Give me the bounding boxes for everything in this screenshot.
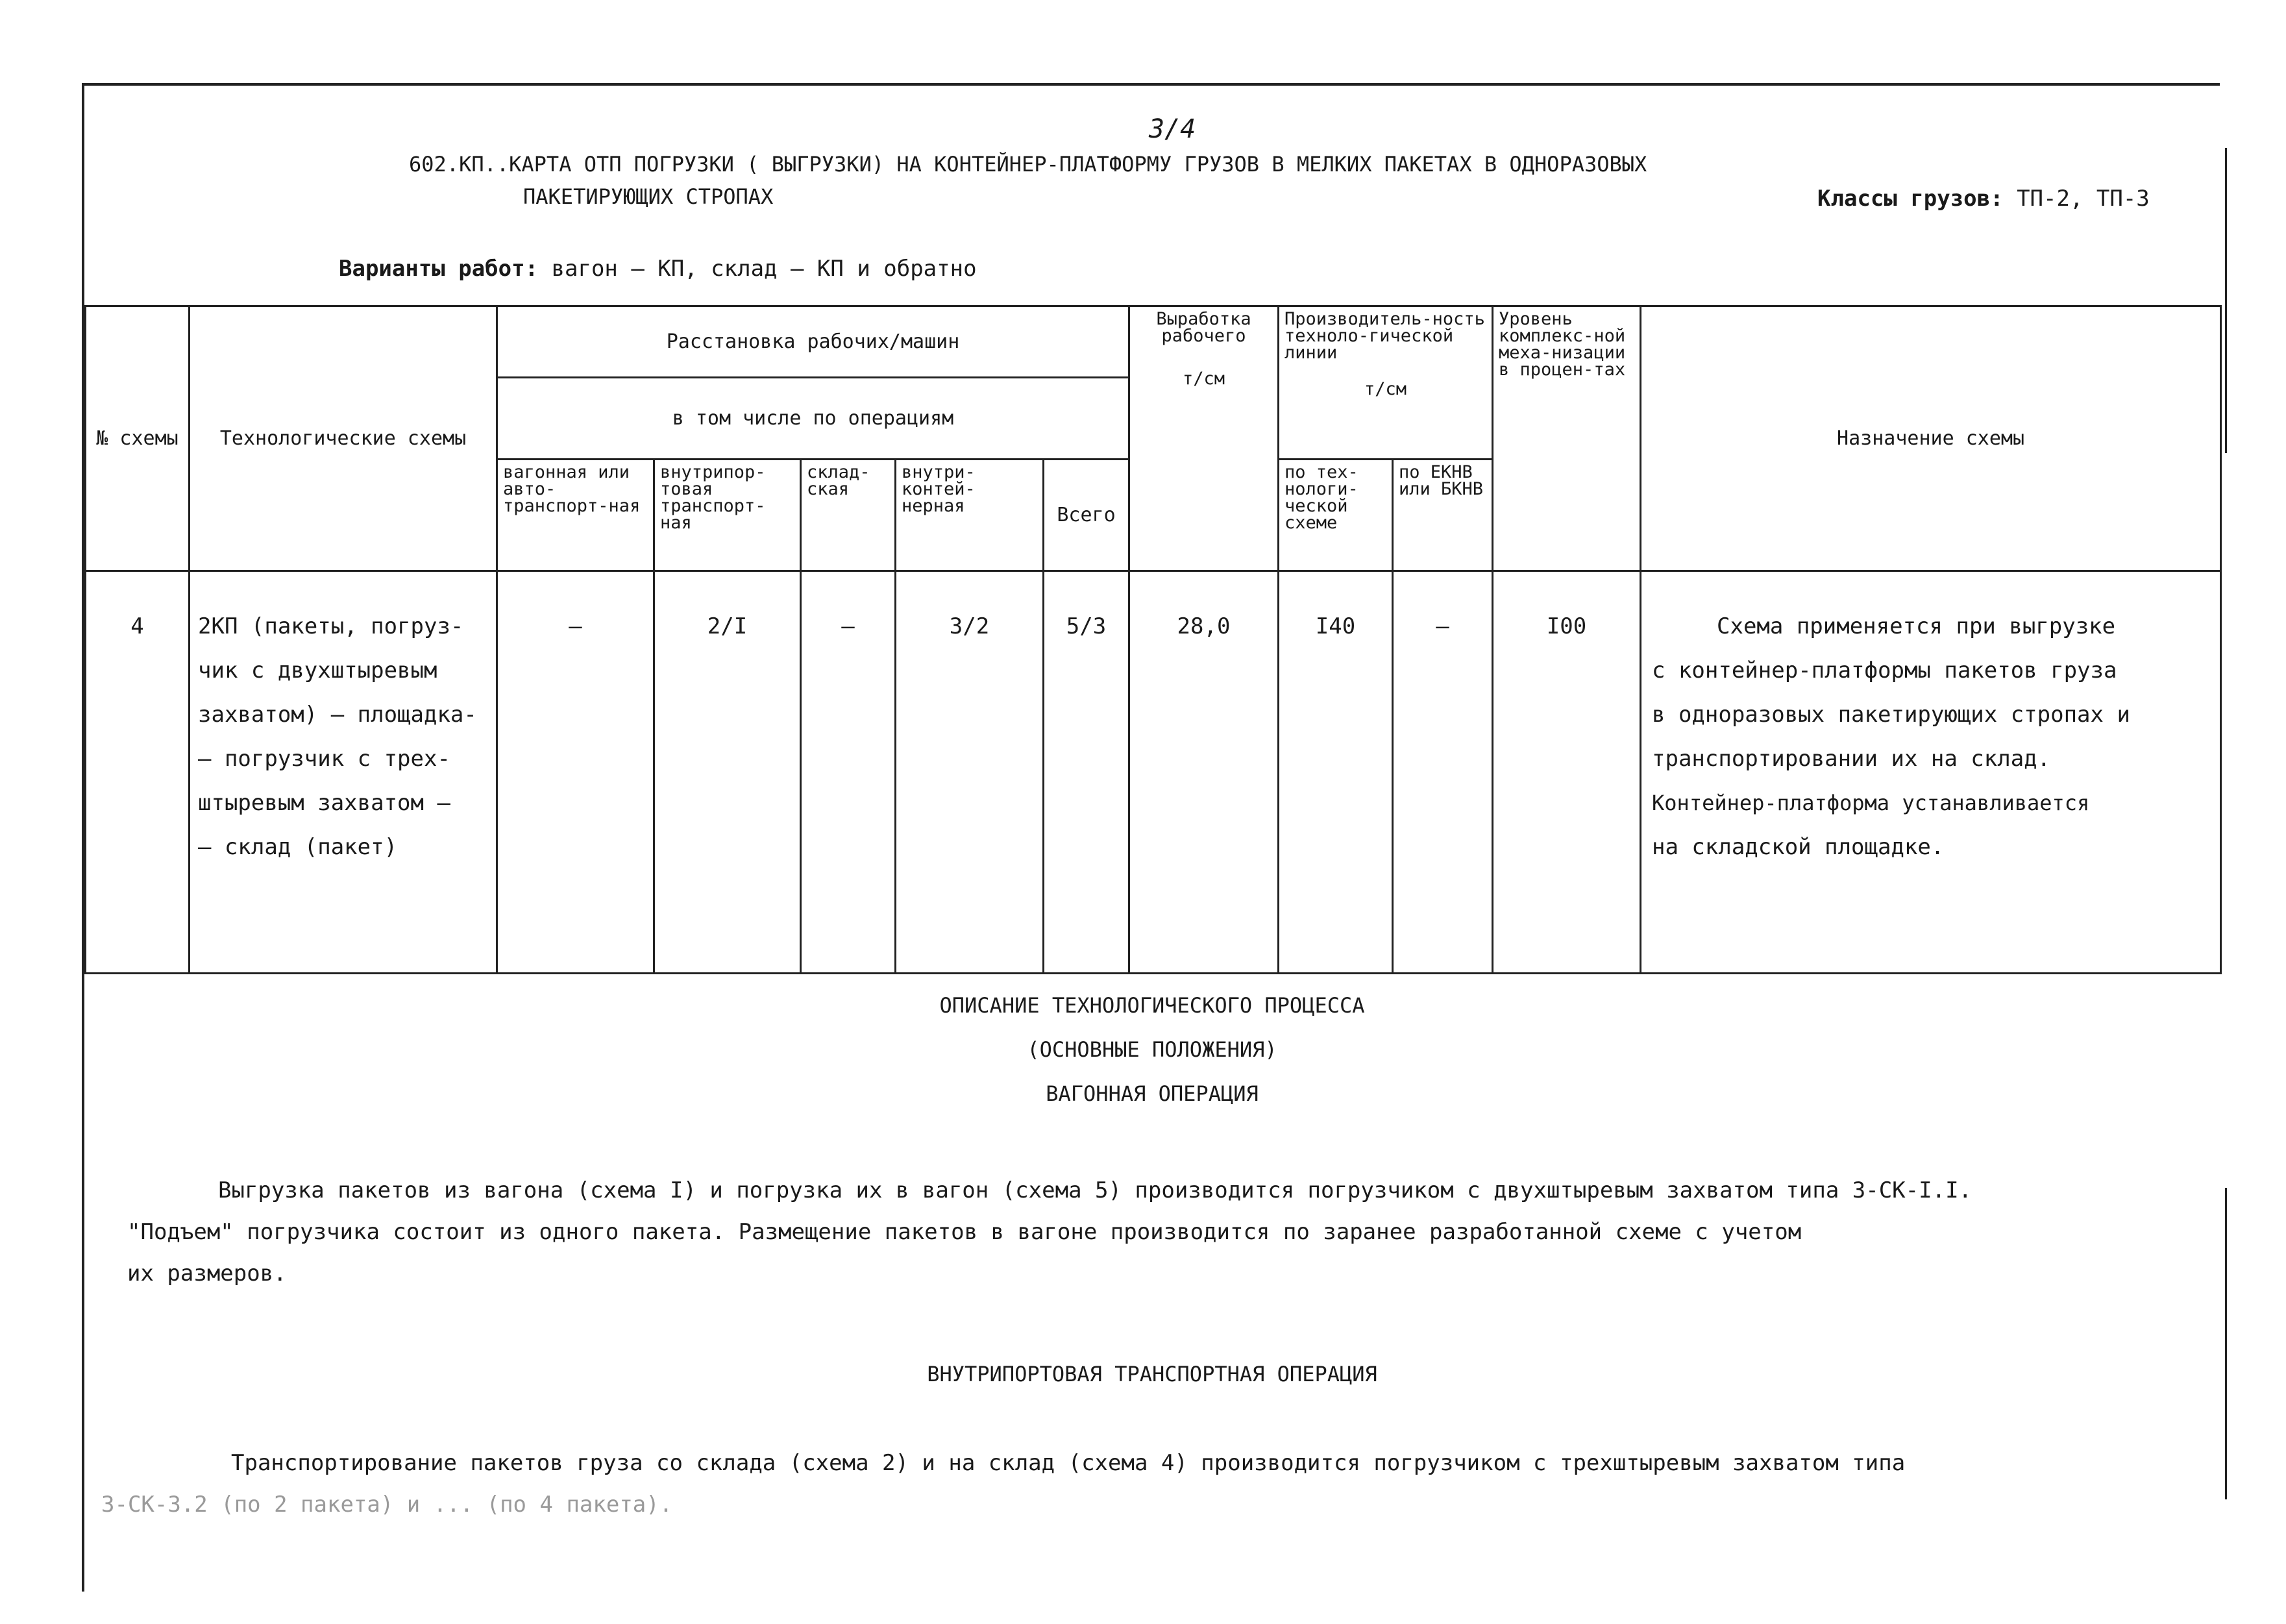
- scheme-line: 2КП (пакеты, погруз-: [198, 613, 464, 639]
- margin-line: [2225, 148, 2227, 453]
- work-variants: [339, 256, 977, 282]
- margin-line: [2225, 1188, 2227, 1499]
- cargo-classes-label: Классы грузов:: [1817, 186, 2004, 212]
- paragraph-line: "Подъем" погрузчика состоит из одного пакета. Размещение пакетов в вагоне производится по заранее разработанной схеме с учетом: [127, 1219, 1802, 1245]
- header-output: [1129, 306, 1279, 571]
- scheme-line: чик с двухштыревым: [198, 658, 437, 683]
- purpose-line: Контейнер-платформа устанавливается: [1652, 791, 2090, 815]
- document-title: [409, 148, 1647, 213]
- header-op-inport: внутрипор-товая транспорт-ная: [654, 460, 801, 571]
- cell-prod-tech: I40: [1279, 571, 1393, 974]
- cell-scheme-description: [190, 571, 497, 974]
- header-purpose: Назначение схемы: [1641, 306, 2221, 571]
- work-variants-label: Варианты работ:: [339, 256, 539, 282]
- cell-wagon: –: [497, 571, 654, 974]
- cell-incontainer: 3/2: [896, 571, 1044, 974]
- cargo-classes: [1817, 186, 2150, 212]
- header-op-warehouse: склад-ская: [801, 460, 896, 571]
- description-heading: ОПИСАНИЕ ТЕХНОЛОГИЧЕСКОГО ПРОЦЕССА: [939, 993, 1365, 1018]
- purpose-line: в одноразовых пакетирующих стропах и: [1652, 702, 2130, 728]
- header-op-incontainer: внутри-контей-нерная: [896, 460, 1044, 571]
- paragraph-line: их размеров.: [127, 1261, 287, 1286]
- cell-inport: 2/I: [654, 571, 801, 974]
- header-productivity: [1279, 306, 1493, 460]
- technology-table: [84, 305, 2222, 974]
- header-scheme-no: № схемы: [86, 306, 190, 571]
- page-number: 3/4: [1149, 114, 1196, 144]
- inport-operation-paragraph: [101, 1442, 2191, 1525]
- purpose-line: Схема применяется при выгрузке: [1717, 613, 2116, 639]
- cell-warehouse: –: [801, 571, 896, 974]
- header-including-ops: в том числе по операциям: [497, 378, 1129, 460]
- cell-mechanization: I00: [1493, 571, 1641, 974]
- cell-total: 5/3: [1044, 571, 1129, 974]
- wagon-operation-paragraph: [127, 1170, 2191, 1294]
- header-productivity-label: Производитель-ность техноло-гической линии: [1284, 309, 1485, 363]
- title-line-2: ПАКЕТИРУЮЩИХ СТРОПАХ: [523, 184, 774, 209]
- header-productivity-unit: т/см: [1364, 379, 1407, 399]
- purpose-line: с контейнер-платформы пакетов груза: [1652, 658, 2117, 683]
- scheme-line: – склад (пакет): [198, 834, 398, 860]
- cell-prod-eknv: –: [1393, 571, 1493, 974]
- work-variants-value: вагон – КП, склад – КП и обратно: [551, 256, 977, 282]
- inport-operation-heading: ВНУТРИПОРТОВАЯ ТРАНСПОРТНАЯ ОПЕРАЦИЯ: [927, 1362, 1377, 1386]
- header-op-total: Всего: [1044, 460, 1129, 571]
- purpose-line: на складской площадке.: [1652, 834, 1945, 860]
- cell-purpose: [1641, 571, 2221, 974]
- cargo-classes-value: ТП-2, ТП-3: [2017, 186, 2150, 212]
- cell-output: 28,0: [1129, 571, 1279, 974]
- scheme-line: – погрузчик с трех-: [198, 746, 450, 772]
- wagon-operation-heading: ВАГОННАЯ ОПЕРАЦИЯ: [1046, 1081, 1259, 1106]
- scheme-line: штыревым захватом –: [198, 790, 450, 816]
- header-op-wagon: вагонная или авто-транспорт-ная: [497, 460, 654, 571]
- header-placement: Расстановка рабочих/машин: [497, 306, 1129, 378]
- title-line-1: 602.КП..КАРТА ОТП ПОГРУЗКИ ( ВЫГРУЗКИ) НА КОНТЕЙНЕР-ПЛАТФОРМУ ГРУЗОВ В МЕЛКИХ ПАКЕТАХ В ОДНОРАЗОВЫХ: [409, 152, 1647, 177]
- header-prod-eknv: по ЕКНВ или БКНВ: [1393, 460, 1493, 571]
- header-output-label: Выработка рабочего: [1156, 309, 1251, 346]
- description-subheading: (ОСНОВНЫЕ ПОЛОЖЕНИЯ): [1027, 1037, 1277, 1062]
- header-output-unit: т/см: [1182, 369, 1225, 389]
- paragraph-line: 3-СК-3.2 (по 2 пакета) и ... (по 4 пакета).: [101, 1492, 673, 1518]
- header-prod-tech: по тех-нологи-ческой схеме: [1279, 460, 1393, 571]
- table-row: [86, 571, 2221, 974]
- header-mechanization: Уровень комплекс-ной меха-низации в процен-тах: [1493, 306, 1641, 571]
- document-sheet: [82, 83, 2220, 1592]
- paragraph-line: Выгрузка пакетов из вагона (схема I) и погрузка их в вагон (схема 5) производится погрузчиком с двухштыревым захватом типа 3-СК-I.I.: [218, 1177, 1973, 1203]
- purpose-line: транспортировании их на склад.: [1652, 746, 2051, 772]
- header-tech-schemes: Технологические схемы: [190, 306, 497, 571]
- cell-scheme-no: 4: [86, 571, 190, 974]
- paragraph-line: Транспортирование пакетов груза со склада (схема 2) и на склад (схема 4) производится погрузчиком с трехштыревым захватом типа: [231, 1450, 1906, 1476]
- scheme-line: захватом) – площадка-: [198, 702, 477, 728]
